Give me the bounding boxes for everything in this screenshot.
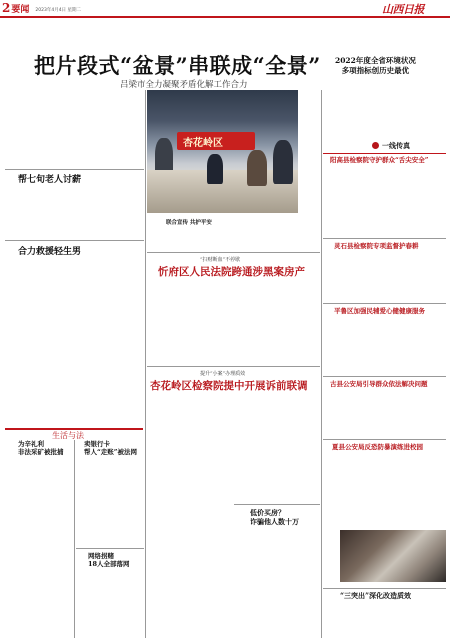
- right-h4: 古县公安局引导群众依法解决问题: [330, 380, 428, 388]
- left-section2-title: 合力救援轻生男: [18, 247, 82, 257]
- life-col3-body: [77, 572, 143, 638]
- divider: [323, 303, 446, 304]
- left-section2-body: [6, 256, 143, 424]
- photo-caption-body: [147, 226, 322, 246]
- section-tag-icon: [372, 142, 379, 149]
- center-body1a: [148, 280, 232, 364]
- center-kicker1: “扫财断血”不停歇: [200, 257, 241, 263]
- divider: [76, 548, 144, 549]
- masthead-rule: [0, 16, 450, 18]
- divider: [323, 439, 446, 440]
- divider: [323, 376, 446, 377]
- right-h5: 夏县公安局反恐防暴演练进校园: [332, 443, 423, 451]
- center-body1b: [236, 280, 320, 364]
- page-number: 2: [2, 1, 11, 15]
- life-col1-body: [6, 460, 72, 638]
- right-bottom-body: [323, 602, 446, 638]
- right-section-tag: 一线传真: [382, 141, 410, 150]
- life-section-title: 生活与法: [52, 431, 84, 440]
- main-article-col1: [6, 92, 72, 168]
- divider: [147, 252, 320, 253]
- right-b5: [323, 452, 446, 528]
- divider: [5, 169, 144, 170]
- right-b3: [323, 316, 446, 374]
- right-b1: [323, 165, 446, 237]
- column-divider: [145, 90, 146, 638]
- right-h2: 灵石县检察院专项监督护春耕: [334, 242, 419, 250]
- center-kicker2: 提升“小案”办理质效: [200, 371, 246, 377]
- left-section1-title: 帮七旬老人讨薪: [18, 175, 82, 185]
- right-b2: [323, 251, 446, 301]
- main-article-col2: [76, 92, 144, 168]
- life-col1-headline: 为辛礼利 非法采矿被批捕: [18, 440, 64, 456]
- divider: [234, 504, 320, 505]
- right-top-headline: 2022年度全省环境状况 多项指标创历史最优: [335, 56, 416, 75]
- center-small-body: [236, 530, 320, 638]
- right-h1: 阳高县检察院守护群众“舌尖安全”: [330, 156, 429, 164]
- center-headline2: 杏花岭区检察院提中开展诉前联调: [150, 380, 308, 392]
- photo-banner-text: 杏花岭区: [183, 138, 223, 149]
- page-label: 要闻: [11, 4, 30, 15]
- photo-person: [207, 154, 223, 184]
- column-divider: [321, 90, 322, 638]
- divider: [323, 153, 446, 154]
- right-bottom-headline: “三突出”深化改造质效: [340, 591, 412, 600]
- right-photo: [340, 530, 446, 582]
- center-small-headline: 低价买房？ 诈骗他人数十万: [250, 508, 299, 526]
- photo-caption-title: 联合宣传 共护平安: [166, 220, 212, 226]
- divider: [323, 588, 446, 589]
- right-h3: 平鲁区加强民辅爱心健健康服务: [334, 307, 425, 315]
- photo-person: [273, 140, 293, 184]
- divider: [147, 366, 320, 367]
- paper-logo: 山西日报: [382, 3, 424, 16]
- photo-person: [247, 150, 267, 186]
- main-headline: 把片段式“盆景”串联成“全景”: [34, 53, 321, 78]
- left-section1-body: [6, 184, 143, 240]
- main-subheadline: 吕梁市全力凝聚矛盾化解工作合力: [120, 80, 248, 90]
- date-line: 2023年4月4日 星期二: [35, 8, 81, 13]
- feature-photo: [147, 90, 298, 213]
- center-body2b: [236, 394, 320, 500]
- life-col2-body: [77, 460, 143, 546]
- divider: [5, 240, 144, 241]
- center-body2a: [148, 394, 232, 564]
- life-col2-headline: 卖银行卡 帮人“走账”被法网: [84, 440, 137, 456]
- main-article-col3: [301, 92, 318, 212]
- column-divider: [74, 440, 75, 638]
- right-b4: [323, 389, 446, 437]
- right-top-body: [323, 80, 446, 138]
- divider: [323, 238, 446, 239]
- center-headline1: 忻府区人民法院跨通涉黑案房产: [158, 266, 305, 278]
- life-col3-headline: 网络拐赌 18人全部落网: [88, 552, 130, 568]
